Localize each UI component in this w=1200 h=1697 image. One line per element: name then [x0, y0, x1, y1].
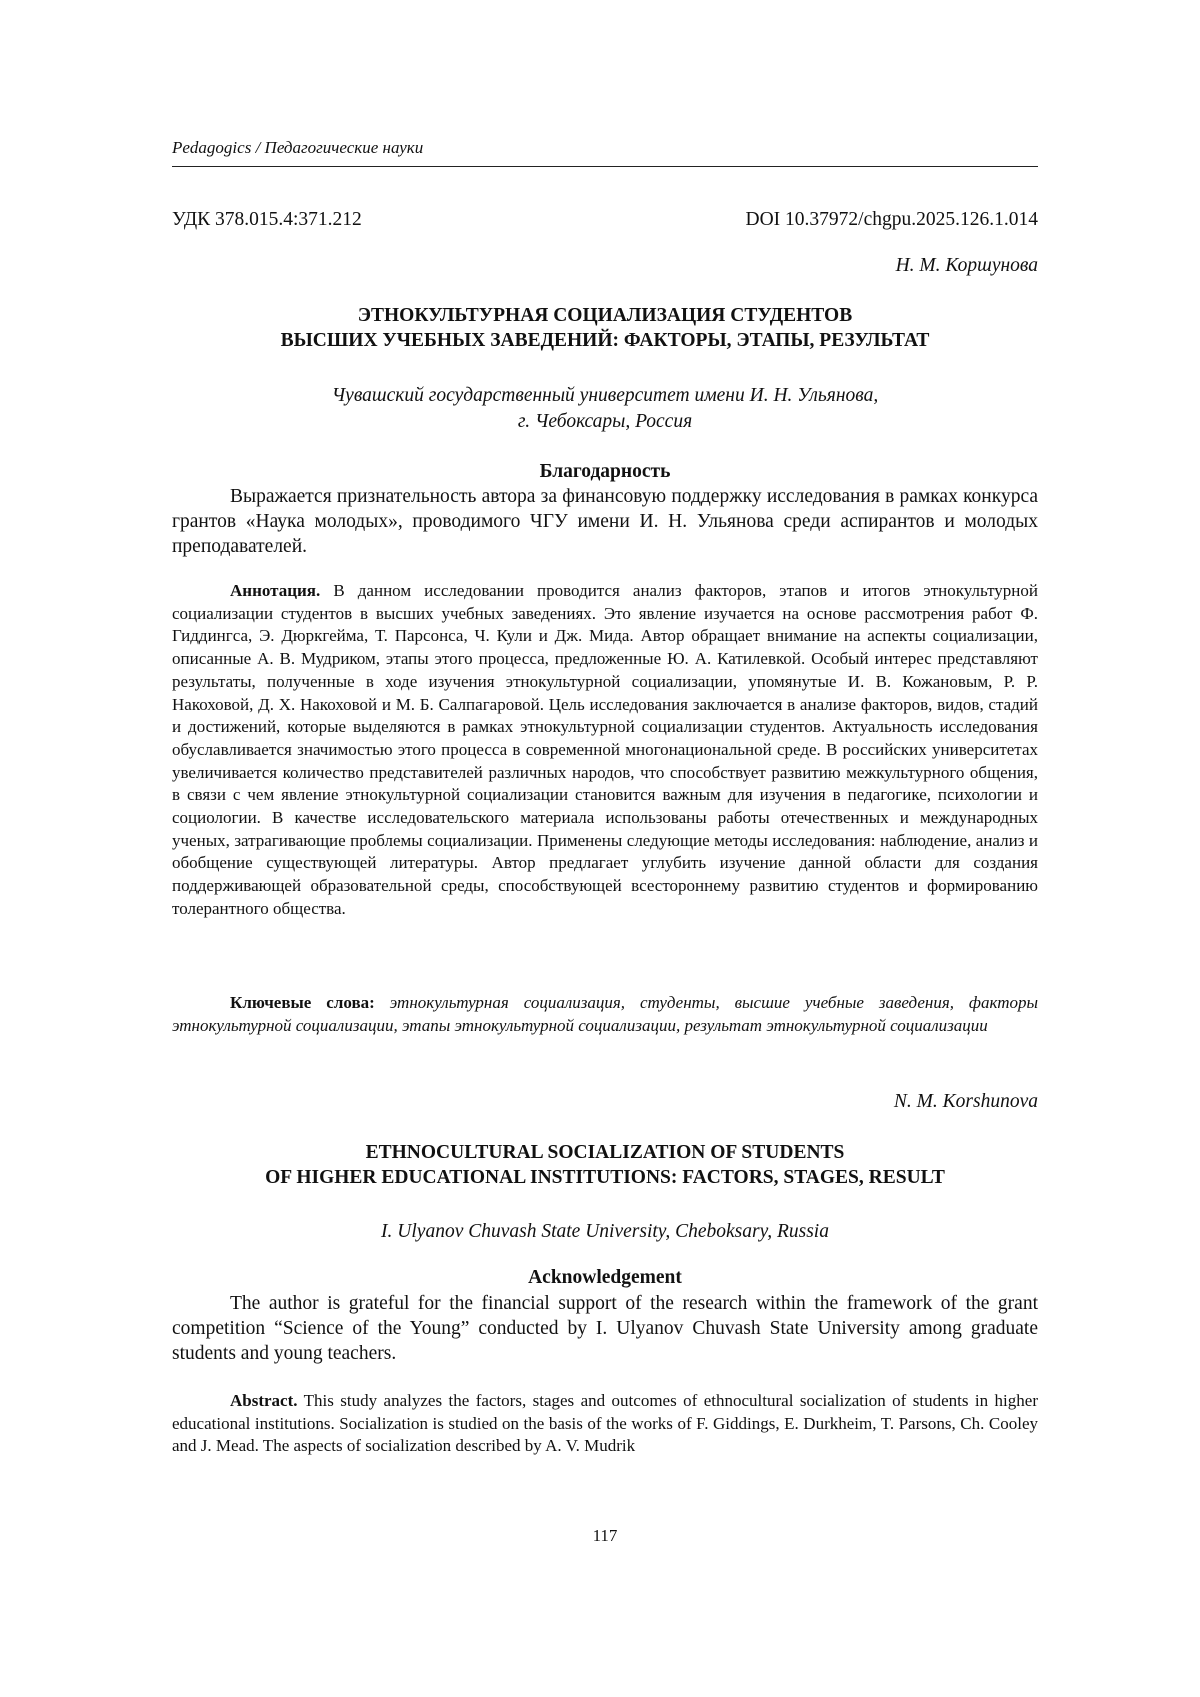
abstract-en — [172, 1390, 1038, 1458]
ack-heading-en: Acknowledgement — [528, 1267, 682, 1288]
affiliation-ru — [172, 383, 1038, 435]
header-rule — [172, 166, 1038, 167]
abstract-text-ru: В данном исследовании проводится анализ факторов, этапов и итогов этнокультурной социализации студентов в высших учебных заведениях. Это явление изучается на основе рассмотрения работ Ф. Гиддингса, Э. Дюркгейма, Т. Парсонса, Ч. Кули и Дж. Мида. Автор обращает внимание на аспекты социализации, описанные А. В. Мудриком, этапы этого процесса, предложенные Ю. А. Катилевкой. Особый интерес представляют результаты, полученные в ходе изучения этнокультурной социализации, упомянутые И. В. Кожановым, Р. Р. Накоховой, Д. Х. Накоховой и М. Б. Салпагаровой. Цель исследования заключается в анализе факторов, видов, стадий и достижений, которые выделяются в рамках этнокультурной социализации студентов. Актуальность исследования обуславливается значимостью этого процесса в современной многонациональной среде. В российских университетах увеличивается количество представителей различных народов, что способствует развитию межкультурного общения, в связи с чем явление этнокультурной социализации становится важным для изучения в педагогике, психологии и социологии. В качестве исследовательского материала использованы работы отечественных и международных ученых, затрагивающие проблемы социализации. Применены следующие методы исследования: наблюдение, анализ и обобщение существующей литературы. Автор предлагает углубить изучение данной области для создания поддерживающей образовательной среды, способствующей всестороннему развитию студентов и формированию толерантного общества. — [172, 581, 1038, 918]
affiliation-en: I. Ulyanov Chuvash State University, Cheboksary, Russia — [381, 1221, 829, 1242]
running-head: Pedagogics / Педагогические науки — [172, 138, 424, 157]
author-en: N. M. Korshunova — [893, 1091, 1038, 1112]
title-en-line2: OF HIGHER EDUCATIONAL INSTITUTIONS: FACTORS, STAGES, RESULT — [265, 1167, 945, 1188]
affiliation-ru-line2: г. Чебоксары, Россия — [517, 411, 693, 432]
ack-text-en: The author is grateful for the financial support of the research within the framework of the grant competition “Science of the Young” conducted by I. Ulyanov Chuvash State University among graduate students and young teachers. — [172, 1293, 1038, 1364]
udk-code: УДК 378.015.4:371.212 — [172, 209, 362, 230]
affiliation-ru-line1: Чувашский государственный университет имени И. Н. Ульянова, — [331, 385, 879, 406]
abstract-ru — [172, 580, 1038, 921]
page-number: 117 — [592, 1526, 618, 1545]
abstract-label-ru: Аннотация. — [230, 581, 321, 600]
abstract-text-en: This study analyzes the factors, stages and outcomes of ethnocultural socialization of students in higher educational institutions. Socialization is studied on the basis of the works of F. Giddings, E. Durkheim, T. Parsons, Ch. Cooley and J. Mead. The aspects of socialization described by A. V. Mudrik — [172, 1391, 1038, 1456]
title-ru-line1: ЭТНОКУЛЬТУРНАЯ СОЦИАЛИЗАЦИЯ СТУДЕНТОВ — [357, 305, 853, 326]
keywords-text-ru: этнокультурная социализация, студенты, высшие учебные заведения, факторы этнокультурной социализации, этапы этнокультурной социализации, результат этнокультурной социализации — [172, 993, 1039, 1035]
title-ru-line2: ВЫСШИХ УЧЕБНЫХ ЗАВЕДЕНИЙ: ФАКТОРЫ, ЭТАПЫ, РЕЗУЛЬТАТ — [280, 330, 930, 351]
meta-row — [172, 209, 1038, 231]
ack-text-ru: Выражается признательность автора за финансовую поддержку исследования в рамках конкурса грантов «Наука молодых», проводимого ЧГУ имени И. Н. Ульянова среди аспирантов и молодых преподавателей. — [172, 486, 1038, 557]
doi: DOI 10.37972/chgpu.2025.126.1.014 — [745, 209, 1038, 230]
author-ru: Н. М. Коршунова — [895, 255, 1038, 276]
ack-heading-ru: Благодарность — [539, 461, 671, 482]
title-en — [172, 1140, 1038, 1190]
abstract-label-en: Abstract. — [230, 1391, 298, 1410]
title-ru — [172, 303, 1038, 353]
keywords-label-ru: Ключевые слова: — [230, 993, 375, 1012]
title-en-line1: ETHNOCULTURAL SOCIALIZATION OF STUDENTS — [365, 1142, 845, 1163]
keywords-ru — [172, 992, 1038, 1037]
